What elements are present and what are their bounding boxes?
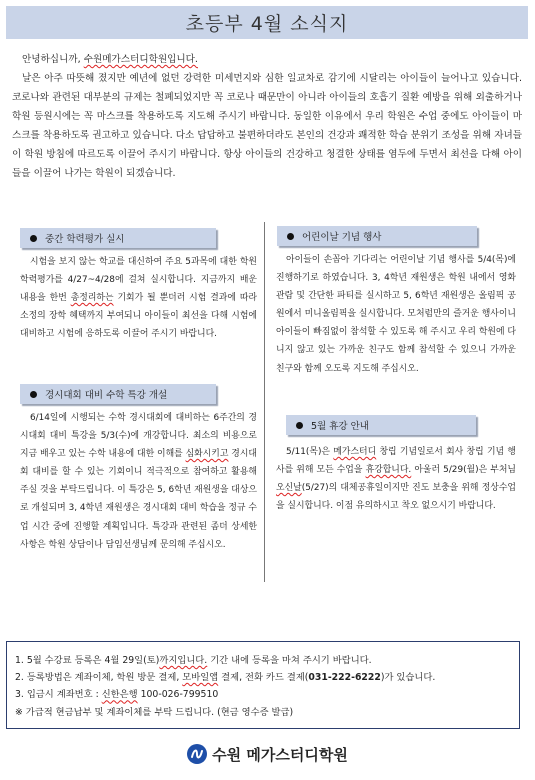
academy-name: 수원 메가스터디학원 (212, 745, 348, 764)
section-body-may-holiday (276, 443, 516, 515)
notice-line-3-text: 3. 입금시 계좌번호 : (15, 689, 102, 701)
bank-name: 신한은행 (101, 689, 138, 701)
math-paragraph (20, 409, 257, 554)
math-text-2: 경시대회 대비를 할 수 있는 기회이니 적극적으로 참여하고 활용해 주실 것을 부탁드립니다. 이 특강은 5, 6학년 재원생을 대상으로 개설되며 3, 4학년 재원생은 경시대회 대비 학습을 정규 수업 시간 중에 진행할 계획입니다. 특강과 관련된 좀더 상세한 사항은 학원 상담이나 담임선생님께 문의해 주십시오. (20, 449, 257, 550)
math-text-1: 6/14일에 시행되는 수학 경시대회에 대비하는 6주간의 경시대회 대비 특강을 5/3(수)에 개강합니다. 최소의 비용으로 지금 배우고 있는 수학 내용에 대한 이해를 (20, 413, 257, 460)
section-heading-text: 중간 학력평가 실시 (45, 234, 125, 245)
section-heading-text: 어린이날 기념 행사 (302, 232, 382, 243)
column-divider (264, 222, 265, 582)
section-heading-math (20, 384, 216, 404)
newsletter-title-bar (6, 6, 528, 39)
holiday-text-underlined-3: 오신날 (276, 483, 302, 494)
math-text-underlined: 심화시키고 (185, 449, 229, 460)
holiday-text-3: 아울러 5/29(월)은 부처님 (411, 465, 516, 476)
section-heading-text: 5월 휴강 안내 (311, 421, 369, 432)
notice-line-2-rest: )가 있습니다. (380, 672, 436, 684)
section-body-midterm (20, 253, 257, 343)
bullet-icon (30, 235, 37, 242)
greeting (12, 50, 522, 69)
academy-logo-icon (187, 744, 207, 764)
bullet-icon (287, 233, 294, 240)
holiday-text-2: 창립 기념일로서 회사 창립 기념 행사를 위해 모든 수업을 (276, 447, 517, 476)
section-heading-may-holiday (286, 415, 476, 435)
midterm-paragraph (20, 253, 257, 343)
notice-line-2-underlined: 모바일앱 (182, 672, 219, 684)
midterm-text-1: 시험을 보지 않는 학교를 대신하여 주요 5과목에 대한 학원 학력평가를 4/27~4/28에 걸쳐 실시합니다. 지금까지 배운 내용을 한번 (20, 257, 257, 304)
section-body-childrens-day (276, 251, 516, 378)
midterm-text-underlined: 총정리하는 (70, 293, 114, 304)
greeting-academy-name: 수원메가스터디학원입니다. (83, 54, 198, 65)
may-holiday-paragraph (276, 443, 516, 515)
notice-line-1-text: 1. 5월 수강료 등록은 4월 29일(토) (15, 655, 160, 666)
phone-number: 031-222-6222 (308, 672, 381, 684)
bullet-icon (296, 422, 303, 429)
greeting-text: 안녕하십니까, (22, 54, 84, 65)
payment-notice-box (6, 641, 520, 729)
intro-body: 날은 아주 따뜻해 졌지만 예년에 없던 강력한 미세먼지와 심한 일교차로 감기에 시달리는 아이들이 늘어나고 있습니다. 코로나와 관련된 대부분의 규제는 철폐되었지만 꼭 코로나 때문만이 아니라 아이들의 호흡기 질환 예방을 위해 외출하거나 학원 등원시에는 꼭 마스크를 착용하도록 지도해 주시기 바랍니다. 동일한 이유에서 우리 학원은 수업 중에도 아이들이 마스크를 착용하도록 권고하고 있습니다. 다소 답답하고 불편하더라도 본인의 건강과 쾌적한 학습 분위기 조성을 위해 자녀들이 학원 방침에 따르도록 이끌어 주시기 바랍니다. 항상 아이들의 건강하고 청결한 상태를 염두에 두면서 최선을 다해 아이들을 이끌어 나가는 학원이 되겠습니다. (12, 73, 522, 179)
notice-line-4: ※ 가급적 현금납부 및 계좌이체를 부탁 드립니다. (현금 영수증 발급) (15, 706, 294, 718)
holiday-text-underlined-1: 메가스터디 (333, 447, 377, 457)
section-heading-midterm (20, 228, 216, 248)
notice-line-2-text: 2. 등록방법은 계좌이체, 학원 방문 결제, (15, 672, 183, 684)
holiday-text-4: (5/27)의 대체공휴일이지만 진도 보충을 위해 정상수업을 실시합니다. 이점 유의하시고 착오 없으시기 바랍니다. (276, 483, 516, 512)
notice-line-1-underlined: 까지입니다. (159, 655, 208, 666)
logo-swirl-icon (190, 747, 204, 761)
section-heading-childrens-day (277, 226, 477, 246)
intro-letter (12, 50, 522, 183)
midterm-text-2: 기회가 될 뿐더러 시험 결과에 따라 소정의 장학 혜택까지 부여되니 아이들이 최선을 다해 시험에 대비하고 시험에 응하도록 이끌어 주시기 바랍니다. (20, 293, 258, 340)
section-heading-text: 경시대회 대비 수학 특강 개설 (45, 390, 168, 401)
account-number: 100-026-799510 (137, 689, 219, 701)
bullet-icon (30, 391, 37, 398)
childrens-day-paragraph: 아이들이 손꼽아 기다리는 어린이날 기념 행사를 5/4(목)에 진행하기로 하였습니다. 3, 4학년 재원생은 학원 내에서 영화 관람 및 간단한 파티를 실시하고 5, 6학년 재원생은 올림픽 공원에서 미니올림픽을 실시합니다. 모처럼만의 즐거운 행사이니 아이들이 빠짐없이 참석할 수 있도록 해 주시고 우리 학원에 다니지 않고 있는 가까운 친구도 함께 참석할 수 있으니 가까운 친구와 함께 오도록 지도해 주십시오. (276, 255, 516, 374)
notice-line-1-rest: 기간 내에 등록을 마쳐 주시기 바랍니다. (207, 655, 372, 666)
notice-line-1 (15, 652, 519, 669)
notice-line-2-mid: 결제, 전화 카드 결제( (218, 672, 309, 684)
academy-footer (0, 741, 535, 767)
holiday-text-underlined-2: 휴강합니다. (365, 465, 412, 476)
section-body-math (20, 409, 257, 554)
newsletter-title: 초등부 4월 소식지 (185, 13, 349, 35)
notice-line-2 (15, 669, 519, 686)
holiday-text-1: 5/11(목)은 (286, 447, 334, 457)
notice-line-3 (15, 686, 519, 703)
